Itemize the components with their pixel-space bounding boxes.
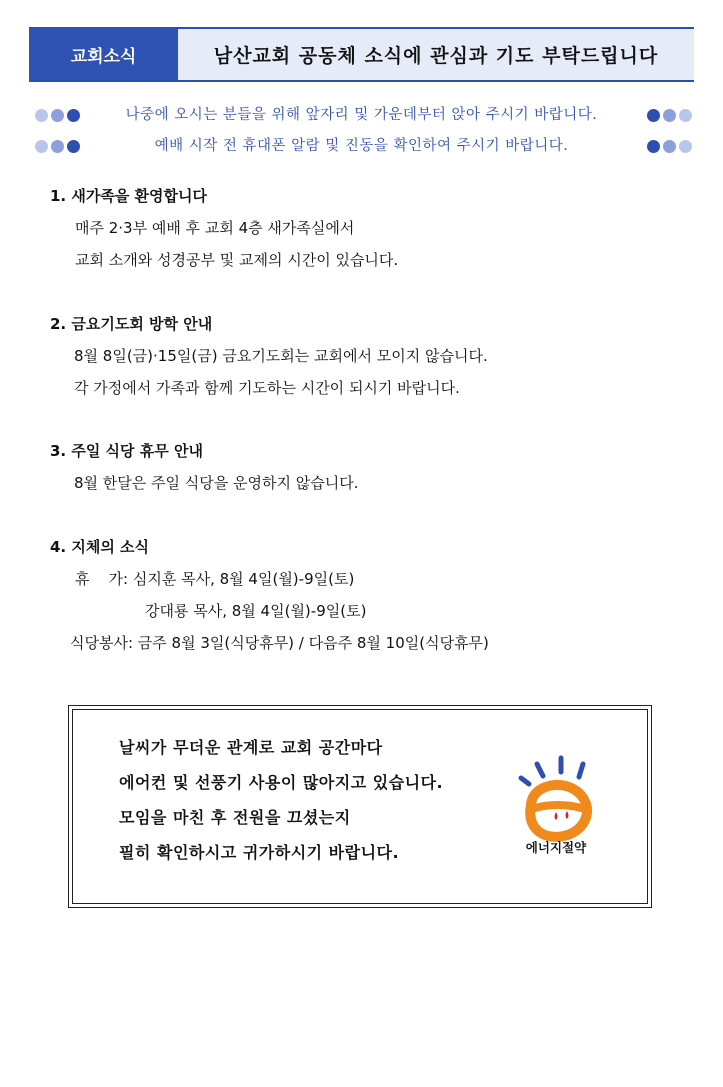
- box-line: 에어컨 및 선풍기 사용이 많아지고 있습니다.: [119, 773, 444, 792]
- section-friday-prayer: [50, 314, 670, 398]
- section-title: 3. 주일 식당 휴무 안내: [50, 442, 203, 460]
- section-line: 8월 8일(금)·15일(금) 금요기도회는 교회에서 모이지 않습니다.: [74, 347, 488, 365]
- section-member-news: [50, 537, 670, 653]
- energy-saving-sun-face-icon: [501, 734, 611, 854]
- notice-line-1: [29, 104, 694, 126]
- header-tab-label: 교회소식: [29, 29, 178, 80]
- section-title: 2. 금요기도회 방학 안내: [50, 315, 213, 333]
- notice-line-2: [29, 135, 694, 157]
- logo-caption: 에너지절약: [525, 840, 587, 855]
- header-bar: [29, 27, 694, 82]
- dots-decoration-right: [647, 109, 692, 122]
- section-title: 4. 지체의 소식: [50, 538, 150, 556]
- box-line: 모임을 마친 후 전원을 끄셨는지: [119, 808, 351, 827]
- notice-text: 예배 시작 전 휴대폰 알람 및 진동을 확인하여 주시기 바랍니다.: [154, 138, 569, 154]
- box-text: [119, 738, 443, 878]
- section-line: 강대룡 목사, 8월 4일(월)-9일(토): [145, 602, 367, 620]
- section-cafeteria-closed: [50, 441, 670, 493]
- box-line: 필히 확인하시고 귀가하시기 바랍니다.: [119, 843, 400, 862]
- section-line: 8월 한달은 주일 식당을 운영하지 않습니다.: [74, 474, 359, 492]
- energy-saving-logo: [501, 734, 611, 874]
- notice-text: 나중에 오시는 분들을 위해 앞자리 및 가운데부터 앉아 주시기 바랍니다.: [125, 107, 598, 123]
- dots-decoration-left: [35, 109, 80, 122]
- dots-decoration-right: [647, 140, 692, 153]
- header-title: 남산교회 공동체 소식에 관심과 기도 부탁드립니다: [213, 45, 659, 67]
- section-line: 교회 소개와 성경공부 및 교제의 시간이 있습니다.: [75, 251, 399, 269]
- section-line: 각 가정에서 가족과 함께 기도하는 시간이 되시기 바랍니다.: [74, 379, 460, 397]
- section-line: 식당봉사: 금주 8월 3일(식당휴무) / 다음주 8월 10일(식당휴무): [70, 634, 489, 652]
- energy-saving-notice-box: [68, 705, 652, 908]
- section-line: 휴 가: 심지훈 목사, 8월 4일(월)-9일(토): [75, 570, 355, 588]
- box-line: 날씨가 무더운 관계로 교회 공간마다: [119, 738, 383, 757]
- section-line: 매주 2·3부 예배 후 교회 4층 새가족실에서: [75, 219, 355, 237]
- section-title: 1. 새가족을 환영합니다: [50, 187, 207, 205]
- dots-decoration-left: [35, 140, 80, 153]
- section-new-family: [50, 186, 670, 270]
